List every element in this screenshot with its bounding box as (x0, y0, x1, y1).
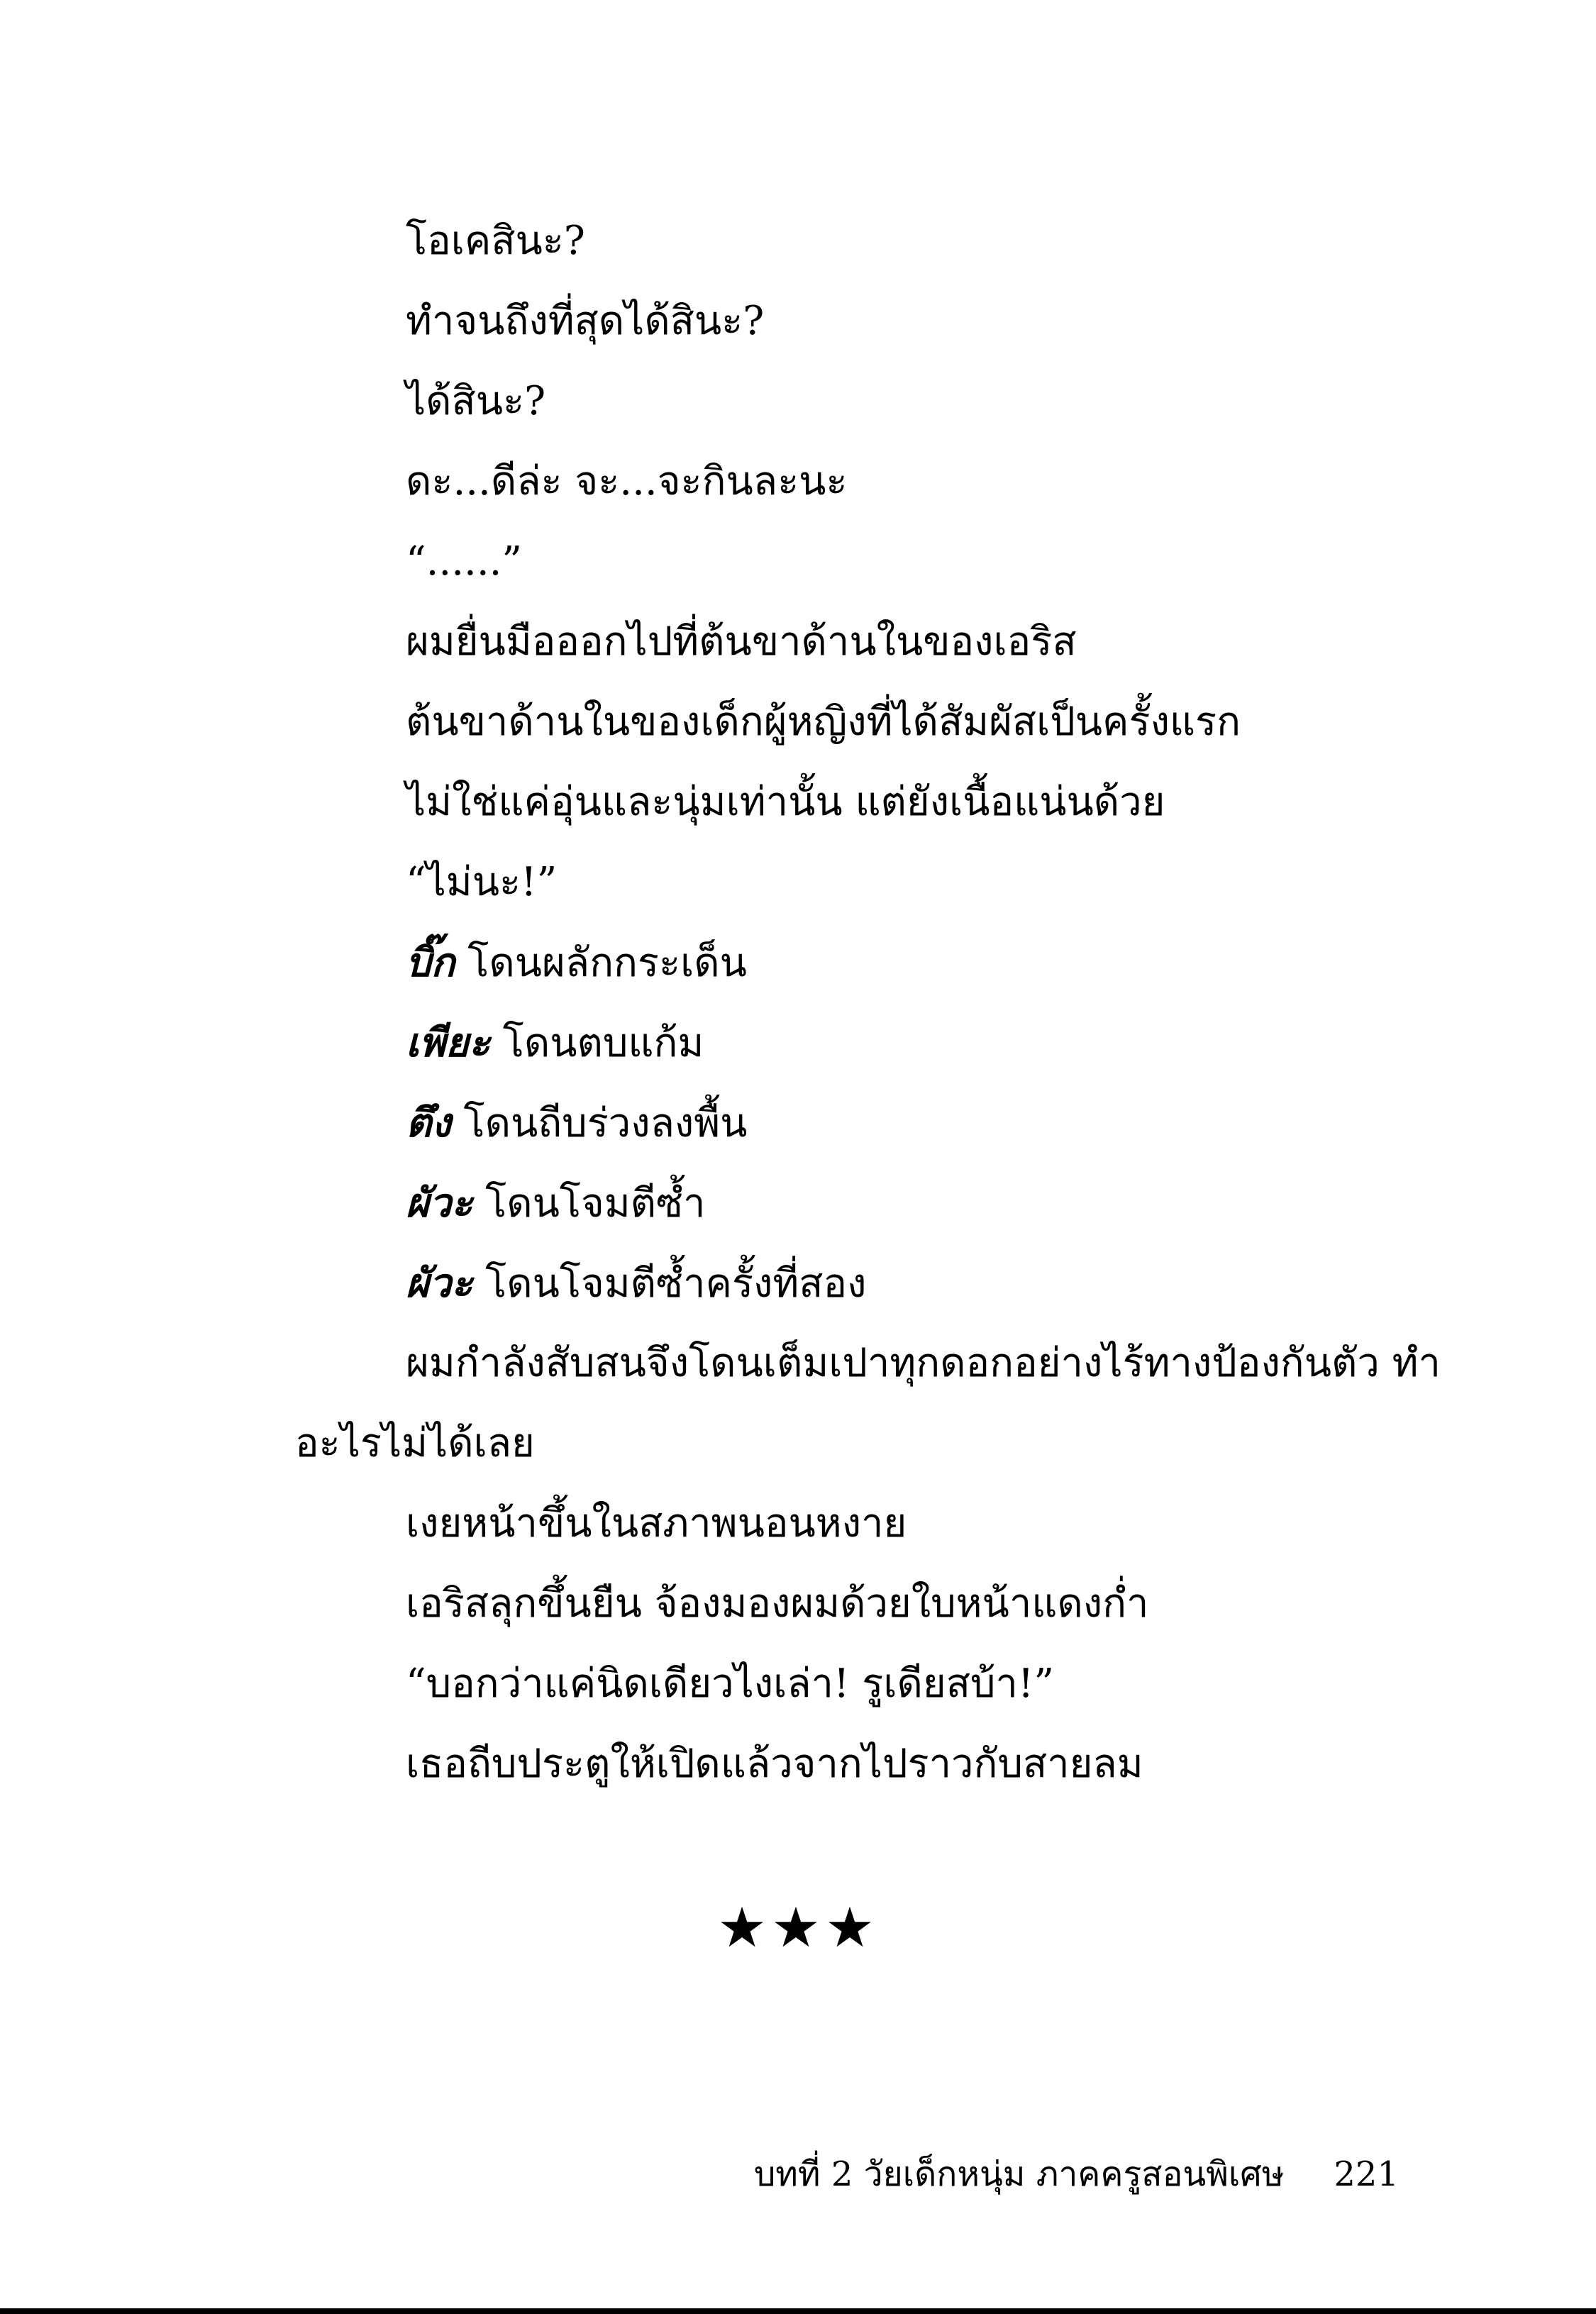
text-line: ไม่ใช่แค่อุ่นและนุ่มเท่านั้น แต่ยังเนื้อแน่นด้วย (406, 779, 1165, 825)
chapter-title: บทที่ 2 วัยเด็กหนุ่ม ภาคครูสอนพิเศษ (753, 2154, 1285, 2194)
text-line: “ไม่นะ!” (406, 859, 558, 905)
sfx-description: โดนถีบร่วงลงพื้น (450, 1100, 748, 1146)
text-line: “......” (406, 538, 523, 585)
scene-break-stars: ★★★ (717, 1896, 879, 1960)
text-line: ผมยื่นมือออกไปที่ต้นขาด้านในของเอริส (406, 619, 1077, 665)
sfx-line (406, 1014, 704, 1071)
sfx-line (406, 1255, 866, 1312)
sfx-line (406, 934, 747, 991)
page-footer (754, 2149, 1399, 2199)
paragraph-continuation: อะไรไม่ได้เลย (295, 1420, 535, 1466)
sound-effect: ผัวะ (406, 1180, 473, 1227)
text-line: เอริสลุกขึ้นยืน จ้องมองผมด้วยใบหน้าแดงก่ำ (406, 1581, 1149, 1627)
sfx-description: โดนโจมตีซ้ำครั้งที่สอง (472, 1261, 867, 1307)
text-line: ดะ...ดีล่ะ จะ...จะกินละนะ (406, 458, 848, 504)
text-line: เงยหน้าขึ้นในสภาพนอนหงาย (406, 1500, 907, 1546)
sfx-description: โดนผลักกระเด็น (455, 940, 747, 986)
sfx-line (406, 1175, 706, 1231)
paragraph-line: ผมกำลังสับสนจึงโดนเต็มเปาทุกดอกอย่างไร้ทางป้องกันตัว ทำ (406, 1340, 1441, 1386)
sfx-line (406, 1095, 747, 1151)
bottom-border (0, 2308, 1596, 2314)
sound-effect: บิ๊ก (406, 939, 455, 986)
text-line: ทำจนถึงที่สุดได้สินะ? (406, 298, 765, 344)
page-number: 221 (1334, 2154, 1399, 2194)
sound-effect: ตึง (406, 1100, 451, 1146)
text-line: ได้สินะ? (406, 378, 546, 424)
text-line: “บอกว่าแค่นิดเดียวไงเล่า! รูเดียสบ้า!” (406, 1661, 1054, 1707)
sfx-description: โดนโจมตีซ้ำ (472, 1180, 706, 1227)
sfx-description: โดนตบแก้ม (489, 1020, 704, 1066)
text-line: โอเคสินะ? (406, 218, 585, 264)
text-line: เธอถีบประตูให้เปิดแล้วจากไปราวกับสายลม (406, 1741, 1143, 1787)
text-line: ต้นขาด้านในของเด็กผู้หญิงที่ได้สัมผัสเป็นครั้งแรก (406, 699, 1241, 745)
sound-effect: ผัวะ (406, 1260, 473, 1307)
sound-effect: เพียะ (406, 1019, 490, 1066)
